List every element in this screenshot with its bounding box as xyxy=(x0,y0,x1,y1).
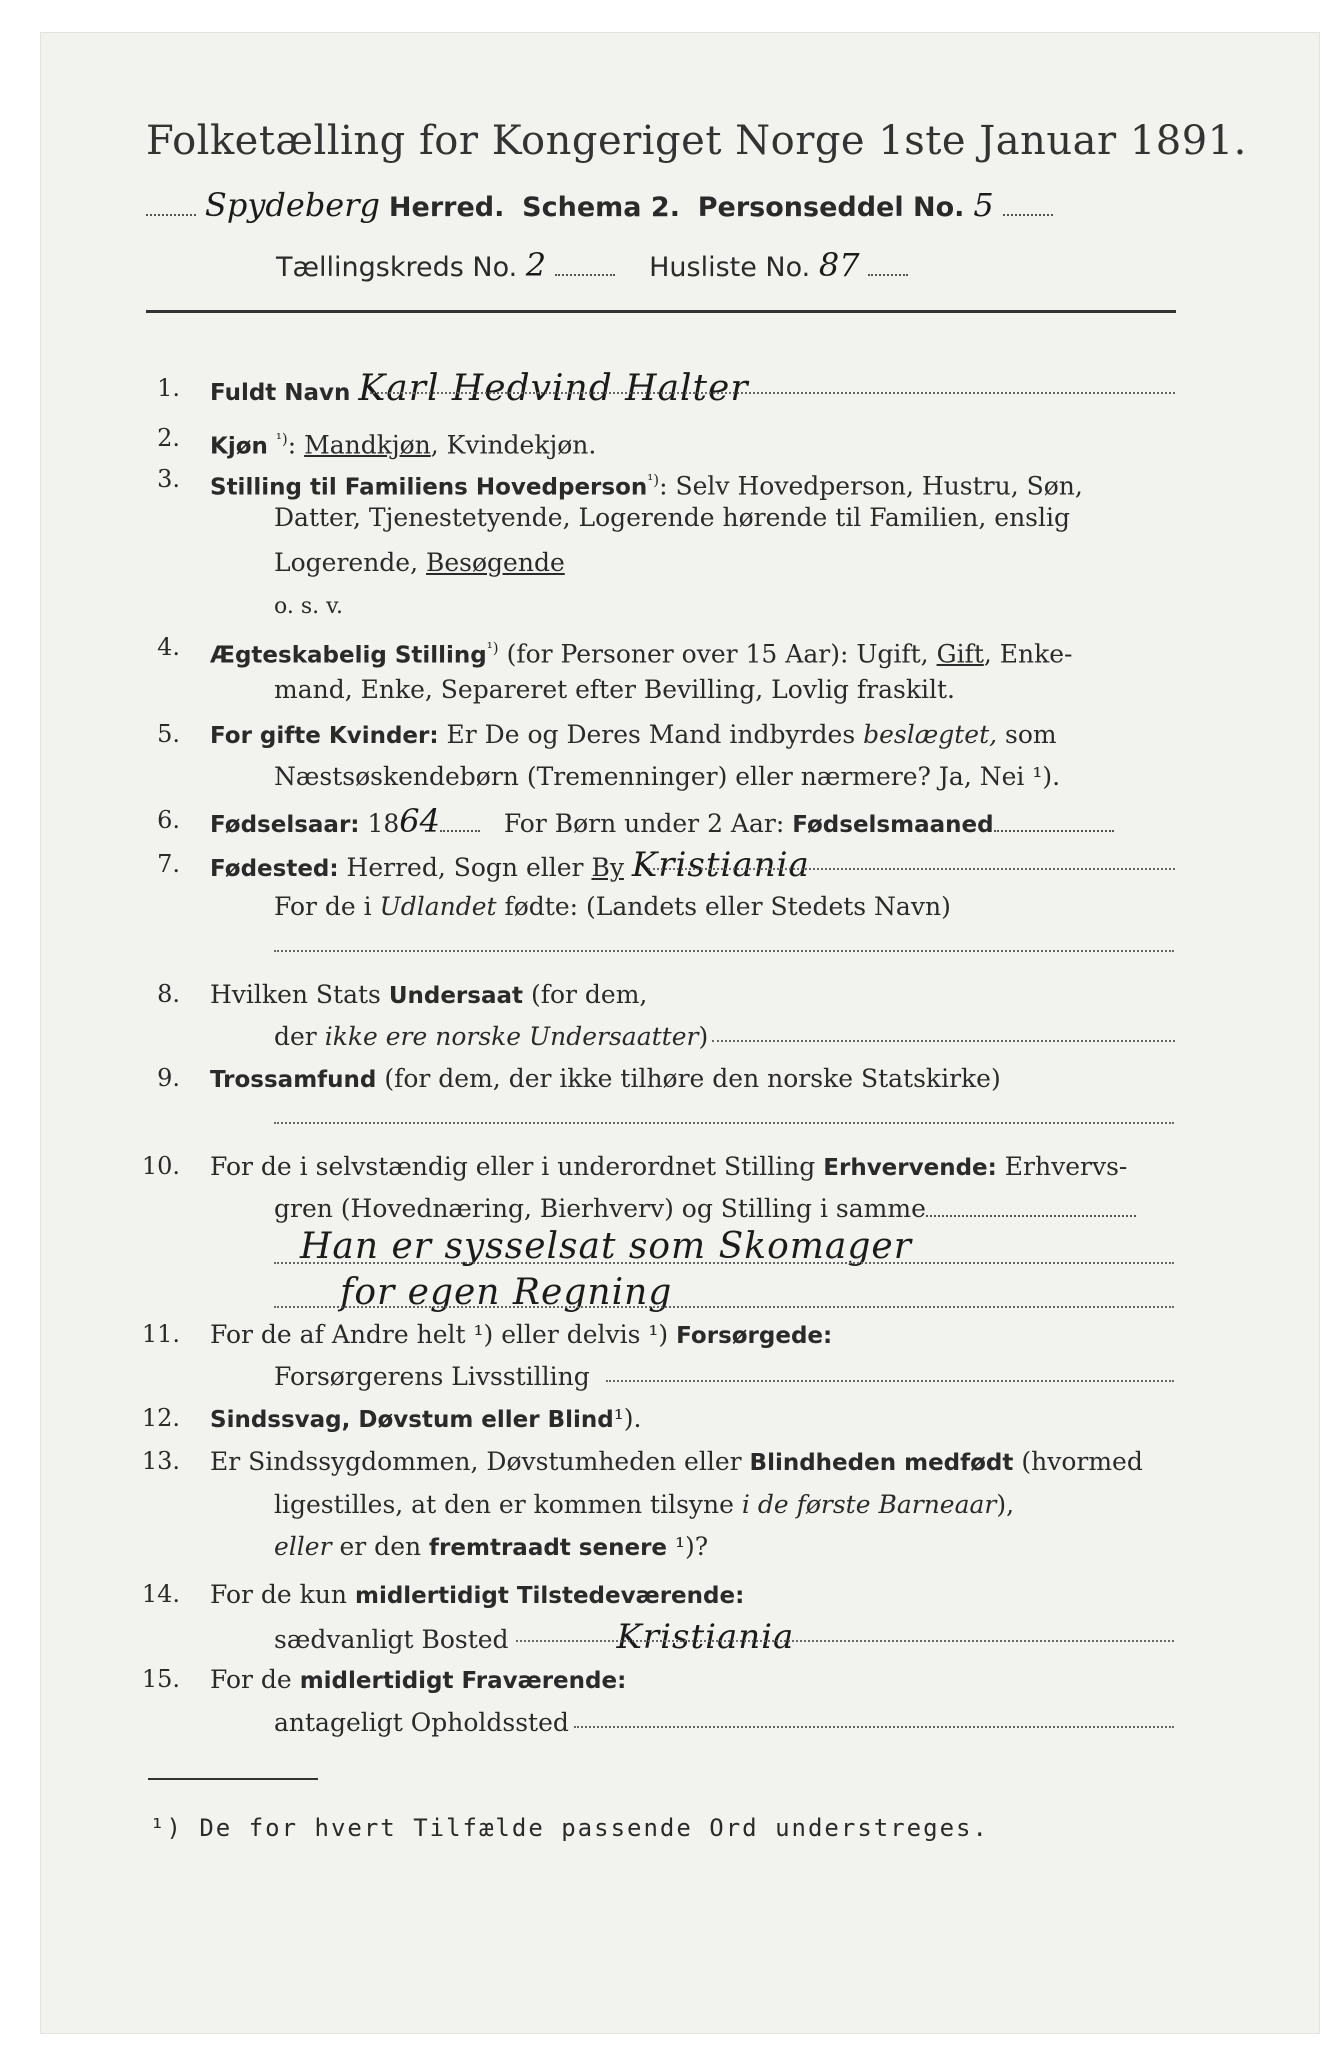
kreds-line xyxy=(276,246,908,284)
q8-text2c: ) xyxy=(698,1022,709,1051)
husliste-label: Husliste No. xyxy=(649,252,811,283)
q14-dotline xyxy=(516,1640,1174,1642)
q3-line4: o. s. v. xyxy=(274,594,343,619)
q14-text1a: For de kun xyxy=(210,1580,355,1609)
q6-value: 64 xyxy=(399,802,440,840)
q14-label: midlertidigt Tilstedeværende: xyxy=(354,1583,745,1609)
q12-line xyxy=(210,1404,642,1435)
q10-dotline1 xyxy=(274,1262,1174,1264)
q4-line1 xyxy=(210,633,1073,670)
q10-text1b: Erhvervs- xyxy=(996,1152,1128,1181)
q15-number: 15. xyxy=(141,1665,180,1693)
q6-text: For Børn under 2 Aar: xyxy=(503,809,785,838)
q14-value: Kristiania xyxy=(616,1617,795,1657)
q8-label: Undersaat xyxy=(388,983,523,1009)
kreds-label: Tællingskreds No. xyxy=(276,252,518,283)
q13-text1a: Er Sindssygdommen, Døvstumheden eller xyxy=(210,1447,750,1476)
q4-option-gift: Gift xyxy=(936,639,984,669)
q3-number: 3. xyxy=(157,465,180,493)
q1-dotline xyxy=(370,392,1175,394)
q5-line1 xyxy=(210,720,1057,751)
q12-label: Sindssvag, Døvstum eller Blind xyxy=(210,1407,614,1433)
q8-line1 xyxy=(210,980,647,1011)
q13-text3c: ¹)? xyxy=(667,1532,709,1561)
q1-label: Fuldt Navn xyxy=(210,380,351,406)
q8-text1a: Hvilken Stats xyxy=(210,980,389,1009)
q14-number: 14. xyxy=(141,1580,180,1608)
q4-sup: ¹) xyxy=(486,639,499,657)
q7-label: Fødested: xyxy=(210,856,339,882)
q7-text2c: fødte: (Landets eller Stedets Navn) xyxy=(496,892,951,921)
q10-value1: Han er sysselsat som Skomager xyxy=(300,1226,912,1267)
q6-prefix: 18 xyxy=(359,809,400,838)
q9-line xyxy=(210,1064,1001,1095)
q2-number: 2. xyxy=(157,424,180,452)
q13-text1b: (hvormed xyxy=(1013,1447,1143,1476)
q5-text1c: som xyxy=(997,720,1057,749)
q11-text2: Forsørgerens Livsstilling xyxy=(274,1362,590,1391)
q12-sup: ¹). xyxy=(613,1404,642,1433)
q10-number: 10. xyxy=(141,1152,180,1180)
q2-sup: ¹) xyxy=(275,430,288,448)
q4-text1c: , Enke- xyxy=(983,639,1073,669)
q5-label: For gifte Kvinder: xyxy=(210,723,439,749)
q3-label: Stilling til Familiens Hovedperson xyxy=(210,474,648,501)
q5-text1b: beslægtet, xyxy=(863,720,998,749)
q8-text2b: ikke ere norske Undersaatter xyxy=(324,1022,699,1051)
q10-label: Erhvervende: xyxy=(823,1155,997,1181)
q11-number: 11. xyxy=(141,1320,180,1348)
q7-line1 xyxy=(210,845,810,885)
q10-value1-line xyxy=(300,1226,912,1267)
q4-number: 4. xyxy=(157,633,180,661)
q13-label: Blindheden medfødt xyxy=(749,1450,1014,1476)
q15-dotline xyxy=(574,1726,1174,1728)
q1-value: Karl Hedvind Halter xyxy=(358,368,749,409)
q7-blank-line xyxy=(274,950,1174,952)
q11-line1 xyxy=(210,1320,832,1351)
q11-dotline xyxy=(606,1380,1174,1382)
q13-label2: fremtraadt senere xyxy=(429,1535,668,1561)
q13-number: 13. xyxy=(141,1447,180,1475)
q3-line2: Datter, Tjenestetyende, Logerende hørende til Familien, enslig xyxy=(274,503,1071,532)
form-title: Folketælling for Kongeriget Norge 1ste Januar 1891. xyxy=(146,118,1247,164)
q8-text1b: (for dem, xyxy=(523,980,648,1009)
herred-label: Herred. xyxy=(388,192,505,223)
q7-value: Kristiania xyxy=(631,845,810,885)
q10-line1 xyxy=(210,1152,1127,1183)
q13-line1 xyxy=(210,1447,1143,1478)
q13-text2b: i de første Barneaar xyxy=(741,1490,997,1519)
q3-option-besogende: Besøgende xyxy=(426,548,565,577)
q15-text2: antageligt Opholdssted xyxy=(274,1708,569,1737)
q7-option-by: By xyxy=(591,853,624,882)
footnote-divider xyxy=(148,1778,318,1780)
q3-text1: : Selv Hovedperson, Hustru, Søn, xyxy=(659,471,1083,501)
herred-line xyxy=(146,186,1053,224)
q7-text1a: Herred, Sogn eller xyxy=(338,853,592,882)
q2-option-kvindekjon: , Kvindekjøn. xyxy=(430,430,597,460)
q2-line: Kjøn $^{^1)}$: Mandkjøn, Kvindekjøn. xyxy=(210,430,597,460)
q10-dotline2 xyxy=(274,1306,1174,1308)
q13-text3a: eller xyxy=(274,1532,332,1561)
q8-number: 8. xyxy=(157,980,180,1008)
q15-label: midlertidigt Fraværende: xyxy=(299,1668,627,1694)
q1-number: 1. xyxy=(157,374,180,402)
q14-line1 xyxy=(210,1580,744,1611)
q14-text2: sædvanligt Bosted xyxy=(274,1625,509,1654)
q3-sup: ¹) xyxy=(647,471,660,489)
q12-number: 12. xyxy=(141,1404,180,1432)
kreds-value: 2 xyxy=(525,246,547,284)
header-divider xyxy=(146,310,1176,313)
q6-line xyxy=(210,802,1114,840)
schema-label: Schema 2. xyxy=(522,192,680,223)
q15-line2 xyxy=(274,1708,569,1738)
q4-label: Ægteskabelig Stilling xyxy=(210,642,487,669)
q14-line2 xyxy=(274,1617,795,1657)
q10-text1a: For de i selvstændig eller i underordnet Stilling xyxy=(210,1152,824,1181)
q7-text2a: For de i xyxy=(274,892,380,921)
q11-label: Forsørgede: xyxy=(676,1323,833,1349)
q13-text2c: ), xyxy=(996,1490,1015,1519)
q1-line xyxy=(210,368,749,409)
q2-label: Kjøn xyxy=(210,433,268,460)
q7-number: 7. xyxy=(157,850,180,878)
q5-number: 5. xyxy=(157,720,180,748)
husliste-value: 87 xyxy=(818,246,860,284)
q9-number: 9. xyxy=(157,1064,180,1092)
q8-dotline xyxy=(712,1040,1175,1042)
q6-label: Fødselsaar: xyxy=(210,812,360,838)
q9-label: Trossamfund xyxy=(210,1067,377,1093)
q15-text1a: For de xyxy=(210,1665,300,1694)
q4-text1a: (for Personer over 15 Aar): Ugift, xyxy=(498,639,937,669)
q5-text1a: Er De og Deres Mand indbyrdes xyxy=(438,720,864,749)
q6-label2: Fødselsmaaned xyxy=(792,812,994,838)
q8-text2a: der xyxy=(274,1022,325,1051)
herred-value: Spydeberg xyxy=(204,186,381,224)
q8-line2 xyxy=(274,1022,708,1052)
q3-text3a: Logerende, xyxy=(274,548,426,577)
q10-line2 xyxy=(274,1194,1136,1224)
q11-text1a: For de af Andre helt ¹) eller delvis ¹) xyxy=(210,1320,677,1349)
q13-line3 xyxy=(274,1532,708,1563)
q10-value2: for egen Regning xyxy=(340,1272,673,1313)
q13-text3b: er den xyxy=(331,1532,430,1561)
personseddel-label: Personseddel No. xyxy=(697,192,965,223)
q13-line2 xyxy=(274,1490,1014,1520)
q4-line2: mand, Enke, Separeret efter Bevilling, Lovlig fraskilt. xyxy=(274,675,955,704)
q9-blank-line xyxy=(274,1122,1174,1124)
q9-text: (for dem, der ikke tilhøre den norske Statskirke) xyxy=(376,1064,1001,1093)
q13-text2a: ligestilles, at den er kommen tilsyne xyxy=(274,1490,742,1519)
q3-line3 xyxy=(274,548,565,578)
q3-line1 xyxy=(210,465,1083,502)
q7-dotline xyxy=(648,868,1175,870)
q6-number: 6. xyxy=(157,806,180,834)
q10-text2: gren (Hovednæring, Bierhverv) og Stilling i samme xyxy=(274,1194,926,1223)
q7-line2 xyxy=(274,892,951,922)
personseddel-value: 5 xyxy=(973,186,994,224)
q7-text2b: Udlandet xyxy=(379,892,497,921)
q11-line2 xyxy=(274,1362,590,1392)
q15-line1 xyxy=(210,1665,626,1696)
q2-option-mandkjon: Mandkjøn xyxy=(304,430,431,460)
footnote: ¹) De for hvert Tilfælde passende Ord understreges. xyxy=(150,1814,989,1842)
q5-line2: Næstsøskendebørn (Tremenninger) eller nærmere? Ja, Nei ¹). xyxy=(274,762,1061,791)
